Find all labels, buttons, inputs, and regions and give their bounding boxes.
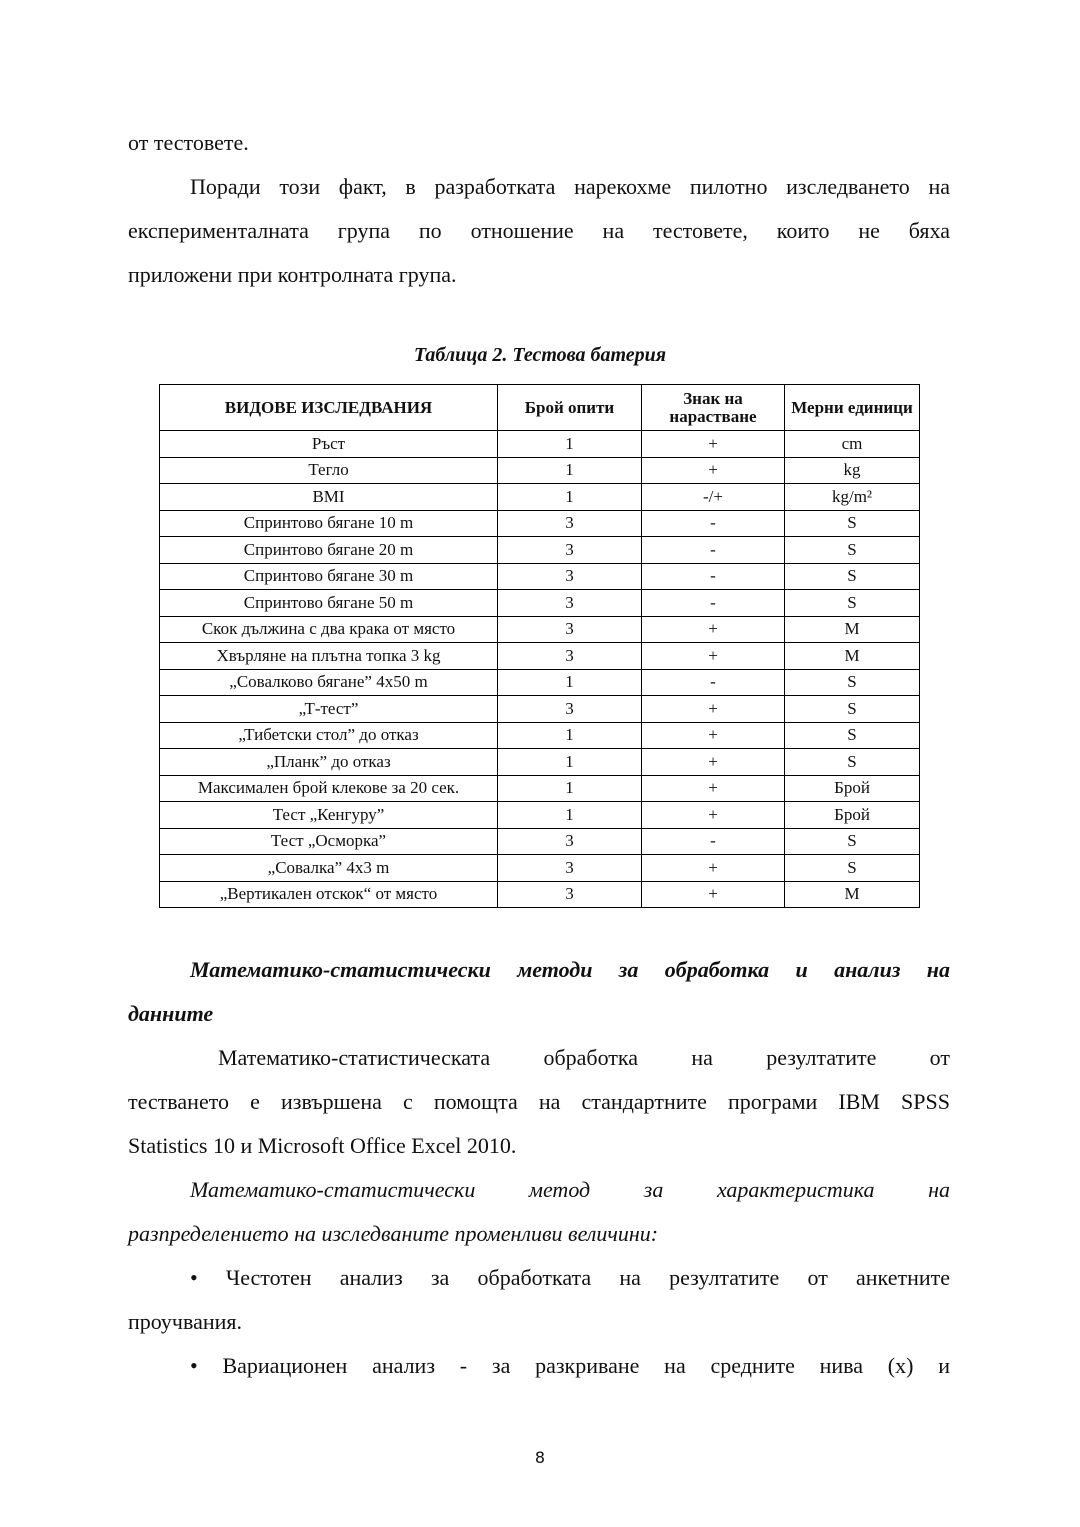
- growth-sign-cell: -: [642, 563, 785, 590]
- table-row: [160, 510, 920, 537]
- unit-cell: M: [785, 643, 920, 670]
- unit-cell: S: [785, 563, 920, 590]
- text-line: Поради този факт, в разработката нарекохме пилотно изследването на: [190, 174, 950, 199]
- attempts-cell: 1: [498, 669, 642, 696]
- unit-cell: M: [785, 881, 920, 908]
- growth-sign-cell: +: [642, 643, 785, 670]
- table-row: [160, 669, 920, 696]
- section-heading-line: данните: [128, 1001, 214, 1026]
- table-row: [160, 616, 920, 643]
- table-row: [160, 537, 920, 564]
- intro-paragraph: [128, 121, 950, 297]
- text-line: от тестовете.: [128, 130, 249, 155]
- attempts-cell: 3: [498, 616, 642, 643]
- table-row: [160, 643, 920, 670]
- table-row: [160, 696, 920, 723]
- table-row: [160, 457, 920, 484]
- growth-sign-cell: +: [642, 802, 785, 829]
- italic-line: разпределението на изследваните променливи величини:: [128, 1221, 659, 1246]
- study-type-cell: Тест „Кенгуру”: [160, 802, 498, 829]
- study-type-cell: Тест „Осморка”: [160, 828, 498, 855]
- growth-sign-cell: -/+: [642, 484, 785, 511]
- section-heading-line: Математико-статистически методи за обработка и анализ на: [190, 957, 950, 982]
- study-type-cell: Спринтово бягане 10 m: [160, 510, 498, 537]
- unit-cell: S: [785, 749, 920, 776]
- bullet-item: • Вариационен анализ - за разкриване на средните нива (x) и: [190, 1353, 950, 1378]
- study-type-cell: Спринтово бягане 20 m: [160, 537, 498, 564]
- attempts-cell: 3: [498, 590, 642, 617]
- table-caption: Таблица 2. Тестова батерия: [413, 344, 667, 366]
- growth-sign-cell: -: [642, 537, 785, 564]
- text-line: тестването е извършена с помощта на стандартните програми IBM SPSS: [128, 1089, 950, 1114]
- study-type-cell: „Планк” до отказ: [160, 749, 498, 776]
- growth-sign-cell: +: [642, 722, 785, 749]
- growth-sign-cell: +: [642, 696, 785, 723]
- unit-cell: S: [785, 510, 920, 537]
- table-row: [160, 775, 920, 802]
- attempts-cell: 3: [498, 537, 642, 564]
- unit-cell: S: [785, 696, 920, 723]
- growth-sign-cell: -: [642, 590, 785, 617]
- study-type-cell: Максимален брой клекове за 20 сек.: [160, 775, 498, 802]
- growth-sign-cell: +: [642, 457, 785, 484]
- unit-cell: S: [785, 537, 920, 564]
- unit-cell: S: [785, 828, 920, 855]
- table-row: [160, 828, 920, 855]
- table-row: [160, 484, 920, 511]
- text-line: Математико-статистическата обработка на резултатите от: [218, 1045, 950, 1070]
- unit-cell: kg/m²: [785, 484, 920, 511]
- growth-sign-cell: -: [642, 510, 785, 537]
- attempts-cell: 1: [498, 431, 642, 458]
- attempts-cell: 1: [498, 457, 642, 484]
- attempts-cell: 1: [498, 484, 642, 511]
- study-type-cell: Спринтово бягане 30 m: [160, 563, 498, 590]
- study-type-cell: „Совалково бягане” 4x50 m: [160, 669, 498, 696]
- table-row: [160, 749, 920, 776]
- attempts-cell: 3: [498, 563, 642, 590]
- unit-cell: Брой: [785, 775, 920, 802]
- attempts-cell: 3: [498, 828, 642, 855]
- table-row: [160, 802, 920, 829]
- attempts-cell: 3: [498, 855, 642, 882]
- header-growth-sign: Знак на нарастване: [642, 385, 785, 431]
- table-row: [160, 431, 920, 458]
- text-line: Statistics 10 и Microsoft Office Excel 2010.: [128, 1133, 517, 1158]
- unit-cell: Брой: [785, 802, 920, 829]
- header-attempts: Брой опити: [498, 385, 642, 431]
- table-row: [160, 881, 920, 908]
- attempts-cell: 1: [498, 775, 642, 802]
- study-type-cell: Хвърляне на плътна топка 3 kg: [160, 643, 498, 670]
- header-study-types: ВИДОВЕ ИЗСЛЕДВАНИЯ: [160, 385, 498, 431]
- unit-cell: S: [785, 722, 920, 749]
- study-type-cell: Тегло: [160, 457, 498, 484]
- attempts-cell: 3: [498, 643, 642, 670]
- study-type-cell: Спринтово бягане 50 m: [160, 590, 498, 617]
- table-row: [160, 590, 920, 617]
- growth-sign-cell: +: [642, 775, 785, 802]
- study-type-cell: „Вертикален отскок“ от място: [160, 881, 498, 908]
- unit-cell: S: [785, 590, 920, 617]
- study-type-cell: „Тибетски стол” до отказ: [160, 722, 498, 749]
- growth-sign-cell: +: [642, 749, 785, 776]
- study-type-cell: „Совалка” 4x3 m: [160, 855, 498, 882]
- table-row: [160, 563, 920, 590]
- methods-section: [128, 948, 950, 1388]
- attempts-cell: 3: [498, 696, 642, 723]
- growth-sign-cell: +: [642, 431, 785, 458]
- growth-sign-cell: +: [642, 616, 785, 643]
- unit-cell: kg: [785, 457, 920, 484]
- growth-sign-cell: +: [642, 855, 785, 882]
- unit-cell: S: [785, 855, 920, 882]
- page-number: 8: [534, 1448, 546, 1467]
- italic-line: Математико-статистически метод за характеристика на: [190, 1177, 950, 1202]
- header-units: Мерни единици: [785, 385, 920, 431]
- growth-sign-cell: +: [642, 881, 785, 908]
- growth-sign-cell: -: [642, 669, 785, 696]
- unit-cell: M: [785, 616, 920, 643]
- table-row: [160, 722, 920, 749]
- growth-sign-cell: -: [642, 828, 785, 855]
- attempts-cell: 1: [498, 802, 642, 829]
- study-type-cell: „Т-тест”: [160, 696, 498, 723]
- attempts-cell: 1: [498, 749, 642, 776]
- study-type-cell: BMI: [160, 484, 498, 511]
- study-type-cell: Ръст: [160, 431, 498, 458]
- table-row: [160, 855, 920, 882]
- bullet-item: • Честотен анализ за обработката на резултатите от анкетните: [190, 1265, 950, 1290]
- table-header-row: [160, 385, 920, 431]
- bullet-item-continuation: проучвания.: [128, 1309, 243, 1334]
- unit-cell: cm: [785, 431, 920, 458]
- study-type-cell: Скок дължина с два крака от място: [160, 616, 498, 643]
- test-battery-table: [159, 384, 920, 908]
- text-line: приложени при контролната група.: [128, 262, 457, 287]
- attempts-cell: 3: [498, 510, 642, 537]
- attempts-cell: 3: [498, 881, 642, 908]
- unit-cell: S: [785, 669, 920, 696]
- attempts-cell: 1: [498, 722, 642, 749]
- text-line: експерименталната група по отношение на тестовете, които не бяха: [128, 218, 950, 243]
